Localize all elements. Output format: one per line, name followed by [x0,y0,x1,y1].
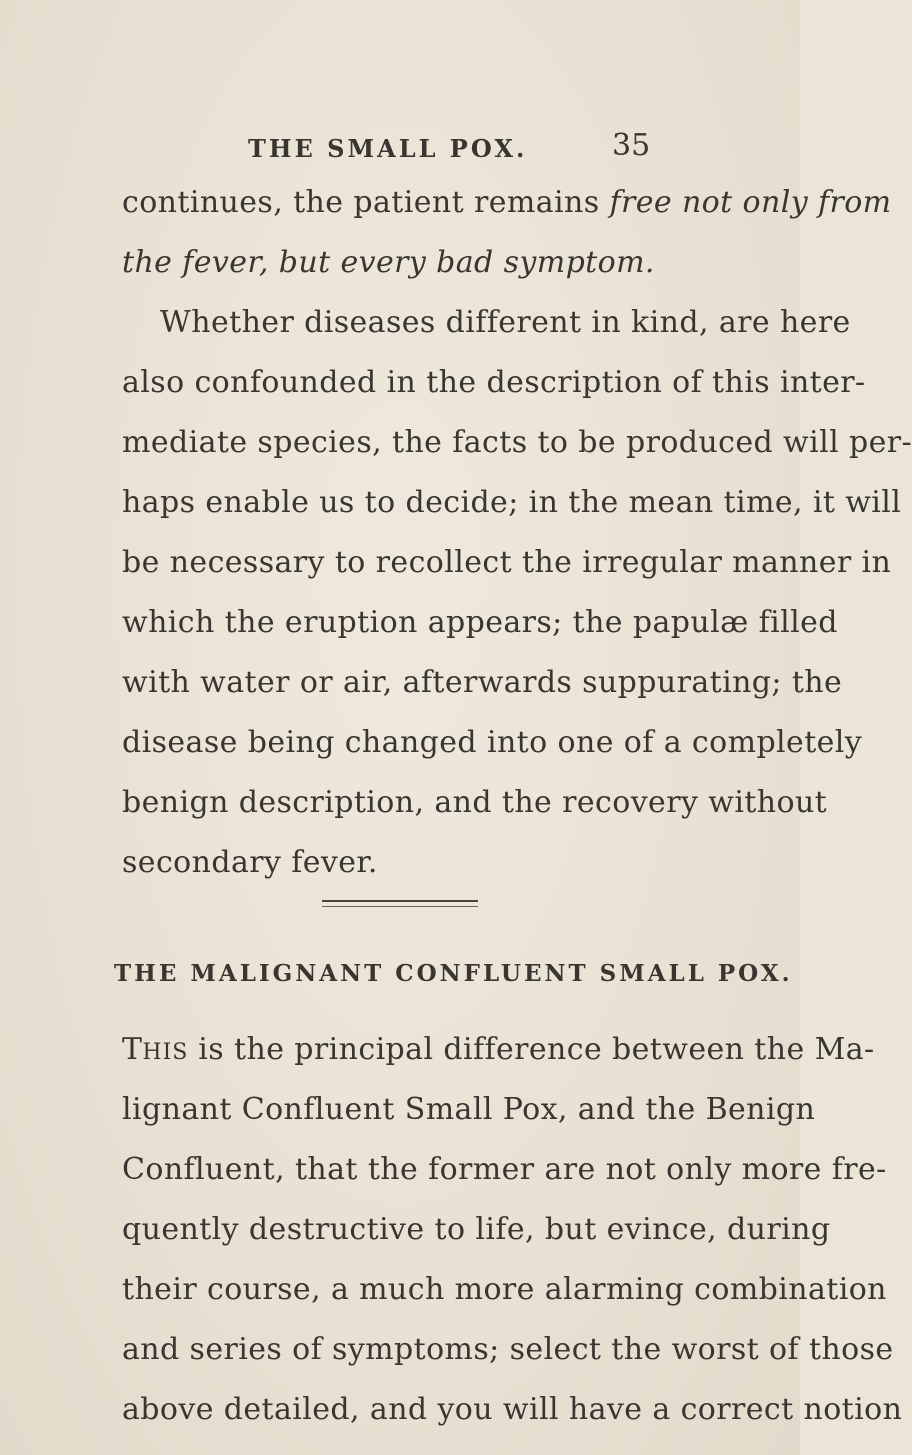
text-line [122,1030,875,1073]
text-line: benign description, and the recovery without [122,785,828,820]
italic-text: free not only from [609,185,892,220]
page-header [0,128,800,168]
smallcaps-word: HIS [142,1040,189,1065]
page-number: 35 [612,128,651,163]
text-line: be necessary to recollect the irregular manner in [122,545,892,580]
text-line: which the eruption appears; the papulæ filled [122,605,838,640]
initial-letter: T [122,1032,143,1067]
text-line: also confounded in the description of this inter- [122,365,866,400]
text-line: and series of symptoms; select the worst of those [122,1332,894,1367]
section-divider-thin [322,906,478,907]
italic-text: the fever, but every bad symptom. [122,245,655,280]
text-line: above detailed, and you will have a correct notion [122,1392,903,1427]
text-line: with water or air, afterwards suppurating; the [122,665,843,700]
text-line: haps enable us to decide; in the mean time, it will [122,485,902,520]
text-line [122,243,655,283]
text-line: quently destructive to life, but evince, during [122,1212,831,1247]
text-line: Whether diseases different in kind, are here [160,305,851,340]
text-line: mediate species, the facts to be produced will per- [122,425,912,460]
text-line [122,183,892,223]
text-span: continues, the patient remains [122,185,610,220]
text-line: their course, a much more alarming combination [122,1272,887,1307]
running-title: THE SMALL POX. [248,134,528,163]
text-span: is the principal difference between the Ma- [188,1032,875,1067]
text-line: Confluent, that the former are not only more fre- [122,1152,887,1187]
text-line: lignant Confluent Small Pox, and the Benign [122,1092,816,1127]
text-line: secondary fever. [122,845,378,880]
text-line: disease being changed into one of a completely [122,725,863,760]
section-divider [322,900,478,902]
section-heading: THE MALIGNANT CONFLUENT SMALL POX. [114,960,793,987]
